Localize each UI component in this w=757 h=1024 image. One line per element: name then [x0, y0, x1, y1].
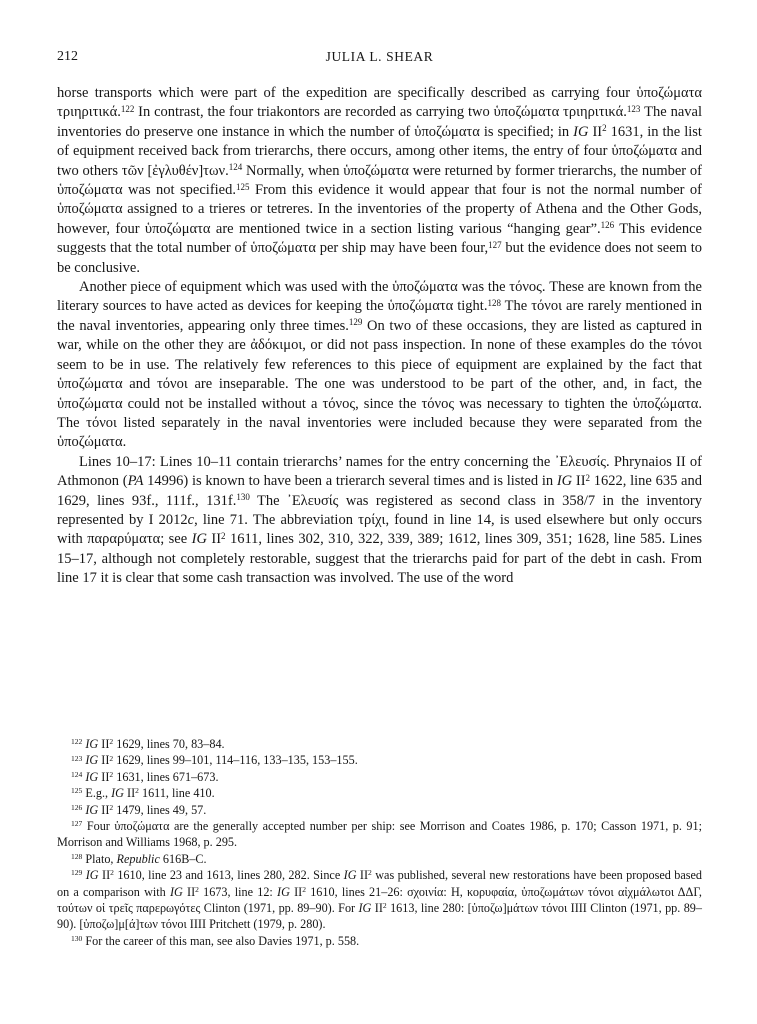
- footnote-ref: 125: [236, 181, 250, 192]
- italic-text: PA: [127, 473, 144, 490]
- text-run: 1610, line 23 and 1613, lines 280, 282. Since: [113, 868, 344, 883]
- footnote-ref: 2: [109, 753, 114, 763]
- footnote-ref: 130: [71, 934, 83, 944]
- footnote-ref: 2: [109, 802, 114, 812]
- footnote-128: [57, 851, 702, 867]
- text-run: are inseparable. The one was understood to be part of the other, and, in fact, the: [187, 376, 702, 393]
- text-run: τόνοι: [671, 337, 702, 354]
- italic-text: IG: [85, 868, 99, 883]
- text-run: ὑποζώματα: [632, 395, 699, 412]
- text-run: II: [123, 786, 136, 801]
- text-run: .: [122, 434, 127, 451]
- text-run: ὑποζώματα: [250, 240, 316, 257]
- text-run: The naval inventories do preserve one instance in which the number of: [57, 104, 702, 140]
- italic-text: IG: [85, 802, 99, 817]
- text-run: are mentioned twice in a section listing various “hanging gear”.: [210, 220, 601, 237]
- text-run: τόνος: [322, 395, 356, 412]
- text-run: παραρύματα: [87, 531, 161, 548]
- text-run: τρίχι: [358, 511, 386, 528]
- italic-text: IG: [169, 884, 183, 899]
- text-run: , since the: [355, 395, 422, 412]
- italic-text: IG: [191, 531, 207, 548]
- body-paragraph-2: [57, 278, 702, 453]
- text-run: For the career of this man, see also Davies 1971, p. 558.: [82, 933, 360, 948]
- footnote-ref: 122: [120, 103, 135, 114]
- footnote-ref: 127: [488, 239, 502, 250]
- text-run: ὑποζώματα: [57, 434, 123, 451]
- body-paragraph-3: [57, 453, 702, 589]
- footnote-129: [57, 867, 702, 933]
- text-run: ὑποζώματα: [611, 143, 678, 160]
- text-run: ὑποζώματα τριηριτικά.: [493, 104, 627, 121]
- text-run: were returned by former trierarchs, the number of: [408, 162, 703, 179]
- text-run: 1479, lines 49, 57.: [113, 802, 207, 817]
- text-run: Another piece of equipment which was used with the: [79, 279, 393, 296]
- italic-text: IG: [85, 753, 99, 768]
- italic-text: IG: [85, 737, 99, 751]
- text-run: . The: [57, 395, 702, 431]
- text-run: II: [572, 473, 586, 490]
- footnote-130: [57, 933, 702, 949]
- text-run: 14996) is known to have been a trierarch several times and is listed in: [143, 473, 557, 490]
- footnote-126: [57, 802, 702, 818]
- text-run: was not specified.: [122, 182, 236, 199]
- footnote-ref: 2: [368, 868, 372, 878]
- text-run: ὑποζώματα: [57, 376, 123, 393]
- text-run: Lines 10–17: Lines 10–11 contain trierarchs’ names for the entry concerning the: [79, 453, 555, 470]
- text-run: II: [182, 884, 196, 899]
- text-run: seem to be in use. The relatively few references to this piece of equipment are explained by the fact that: [57, 356, 702, 373]
- text-run: and two others: [57, 143, 702, 179]
- italic-text: IG: [556, 473, 573, 490]
- text-run: listed separately in the naval inventories were included because they were separated from the: [116, 414, 702, 431]
- italic-text: Republic: [116, 851, 160, 866]
- text-run: τόνος: [421, 395, 455, 412]
- text-run: was registered as second class in 358/7 in the inventory represented by I 2012: [57, 492, 702, 528]
- text-run: 1611, line 410.: [138, 786, 215, 801]
- text-run: Plato,: [82, 851, 117, 866]
- text-run: was published, several new restorations have been proposed based on a comparison with: [57, 868, 702, 899]
- text-run: On two of these occasions, they are listed as captured in war, while on the other they are: [57, 317, 702, 354]
- footnote-ref: 130: [236, 492, 250, 503]
- text-run: was the: [457, 279, 510, 296]
- text-run: 616B–C.: [159, 851, 207, 866]
- text-run: II: [98, 769, 110, 784]
- footnote-ref: 126: [71, 802, 83, 812]
- text-run: ὑποζώματα: [392, 279, 458, 296]
- text-run: τόνοι: [86, 414, 117, 431]
- footnote-ref: 2: [221, 530, 226, 541]
- text-run: 1613, line 280: [ὑποζω]μάτων τόνοι ΙΙΙΙ Clinton (1971, pp. 89–90). [ὑποζω]μ[ά]των τόνοι ΙΙΙΙ Pritchett (1979, p. 280).: [57, 901, 702, 932]
- italic-text: IG: [111, 786, 124, 801]
- text-run: . Phrynaios II of Athmonon (: [57, 453, 702, 490]
- text-run: II: [356, 868, 369, 883]
- text-run: ὑποζώματα: [57, 395, 123, 412]
- text-run: Four ὑποζώματα are the generally accepted number per ship: see Morrison and Coates 1986, p. 170; Casson 1971, p. 91; Morrison and Williams 1968, p. 295.: [57, 819, 702, 850]
- text-run: II: [206, 531, 222, 548]
- text-run: II: [98, 753, 110, 768]
- footnote-ref: 129: [348, 317, 363, 328]
- italic-text: IG: [277, 884, 290, 899]
- text-run: 1629, lines 70, 83–84.: [113, 737, 225, 751]
- text-run: τόνοι: [156, 376, 188, 393]
- footnote-ref: 127: [71, 819, 83, 829]
- footnotes-section: [57, 736, 702, 949]
- text-run: tight.: [453, 298, 488, 315]
- text-run: . These are known from the literary sources to have acted as devices for keeping the: [57, 279, 702, 315]
- text-run: ὑποζώματα: [387, 298, 454, 315]
- text-run: ᾿Ελευσίς: [554, 453, 607, 470]
- footnote-ref: 2: [195, 884, 199, 894]
- text-run: In contrast, the four triakontors are recorded as carrying two: [134, 104, 494, 121]
- text-run: 1631, in the list of equipment received back from trierarchs, there occurs, among other items, the entry of four: [57, 123, 702, 160]
- text-run: E.g.,: [82, 786, 112, 801]
- running-head: JULIA L. SHEAR: [325, 49, 434, 64]
- footnote-124: [57, 769, 702, 785]
- footnote-ref: 124: [71, 770, 83, 780]
- text-run: τόνοι: [531, 298, 563, 315]
- text-run: The: [249, 492, 287, 509]
- text-run: ὑποζώματα: [57, 182, 123, 199]
- footnote-ref: 2: [382, 901, 387, 911]
- footnote-122: [57, 736, 702, 752]
- body-text: [57, 84, 702, 589]
- text-run: 1622, line 635 and 1629, lines 93f., 111f., 131f.: [57, 473, 702, 509]
- footnote-ref: 128: [487, 297, 501, 308]
- text-run: , found in line 14, is used elsewhere but only occurs with: [57, 511, 702, 548]
- text-run: 1673, line 12:: [198, 884, 278, 899]
- footnote-125: [57, 785, 702, 801]
- footnote-ref: 129: [71, 868, 83, 878]
- text-run: τόνος: [509, 279, 542, 296]
- text-run: ὑποζώματα: [57, 201, 123, 218]
- text-run: 1610, lines 21–26: σχοινία: Η, κορυφαία, ὑποζωμάτων τόνοι αἰχμάλωτοι ΔΔΓ, τούτων οἱ τρεῖς παρερωγότες Clinton (1971, pp. 89–90). For: [57, 884, 702, 916]
- footnote-ref: 2: [135, 786, 139, 796]
- text-run: 1631, lines 671–673.: [113, 769, 219, 784]
- text-run: ὑποζώματα: [343, 162, 409, 179]
- text-run: assigned to a trieres or tetreres. In the inventories of the property of Athena and the Other Gods, however, four: [57, 201, 702, 237]
- body-paragraph-1: [57, 84, 702, 278]
- text-run: 1611, lines 302, 310, 322, 339, 389; 1612, lines 309, 351; 1628, line 585. Lines 15–17, although not completely restorable, suggest that the trierarchs paid for part of the debt in cash. From line 17 it is clear that some cash transaction was involved. The use of the word: [57, 531, 702, 587]
- italic-text: IG: [343, 868, 357, 883]
- text-run: horse transports which were part of the expedition are specifically described as carrying four: [57, 85, 637, 101]
- text-run: are rarely mentioned in the naval inventories, appearing only three times.: [57, 298, 703, 334]
- footnote-ref: 123: [626, 103, 641, 114]
- text-run: II: [371, 901, 383, 916]
- footnote-ref: 126: [600, 220, 615, 231]
- text-run: II: [289, 884, 303, 899]
- text-run: could not be installed without a: [122, 395, 323, 412]
- text-run: II: [98, 737, 110, 751]
- footnote-ref: 2: [302, 884, 306, 894]
- footnote-ref: 128: [71, 852, 83, 862]
- text-run: From this evidence it would appear that four is not the normal number of: [249, 182, 702, 199]
- text-run: The: [500, 298, 532, 315]
- footnote-127: [57, 818, 702, 851]
- text-run: This evidence suggests that the total number of: [57, 220, 702, 257]
- footnote-ref: 122: [71, 737, 83, 747]
- text-run: ᾿Ελευσίς: [286, 492, 339, 509]
- footnote-ref: 2: [109, 737, 114, 747]
- italic-text: IG: [358, 901, 372, 916]
- footnote-ref: 123: [71, 753, 83, 763]
- text-run: ὑποζώματα: [414, 123, 480, 140]
- footnote-ref: 125: [71, 786, 83, 796]
- footnote-ref: 2: [109, 770, 114, 780]
- page-header: [57, 49, 702, 67]
- italic-text: IG: [573, 123, 589, 140]
- text-run: was necessary to tighten the: [454, 395, 633, 412]
- italic-text: c: [187, 511, 195, 528]
- text-run: but the evidence does not seem to be conclusive.: [57, 240, 702, 276]
- text-run: τῶν [ἐγλυθέν]των.: [121, 162, 229, 179]
- footnote-123: [57, 752, 702, 768]
- text-run: ἀδόκιμοι: [250, 337, 303, 354]
- text-run: II: [98, 868, 111, 883]
- text-run: 1629, lines 99–101, 114–116, 133–135, 153–155.: [113, 753, 358, 768]
- text-run: is specified; in: [479, 123, 574, 140]
- text-run: and: [122, 376, 157, 393]
- footnote-ref: 2: [585, 472, 591, 483]
- text-run: per ship may have been four,: [315, 240, 489, 257]
- text-run: , line 71. The abbreviation: [194, 511, 359, 528]
- text-run: , or did not pass inspection. In none of these examples do the: [302, 337, 672, 354]
- footnote-ref: 2: [110, 868, 114, 878]
- footnote-ref: 2: [602, 123, 607, 134]
- footnote-ref: 124: [228, 162, 243, 173]
- text-run: II: [98, 802, 110, 817]
- text-run: ; see: [160, 531, 192, 548]
- page-number: 212: [57, 49, 78, 64]
- text-run: Normally, when: [242, 162, 344, 179]
- text-run: ὑποζώματα τριηριτικά.: [57, 85, 702, 121]
- italic-text: IG: [85, 769, 99, 784]
- text-run: ὑποζώματα: [144, 220, 211, 237]
- text-run: II: [588, 123, 603, 140]
